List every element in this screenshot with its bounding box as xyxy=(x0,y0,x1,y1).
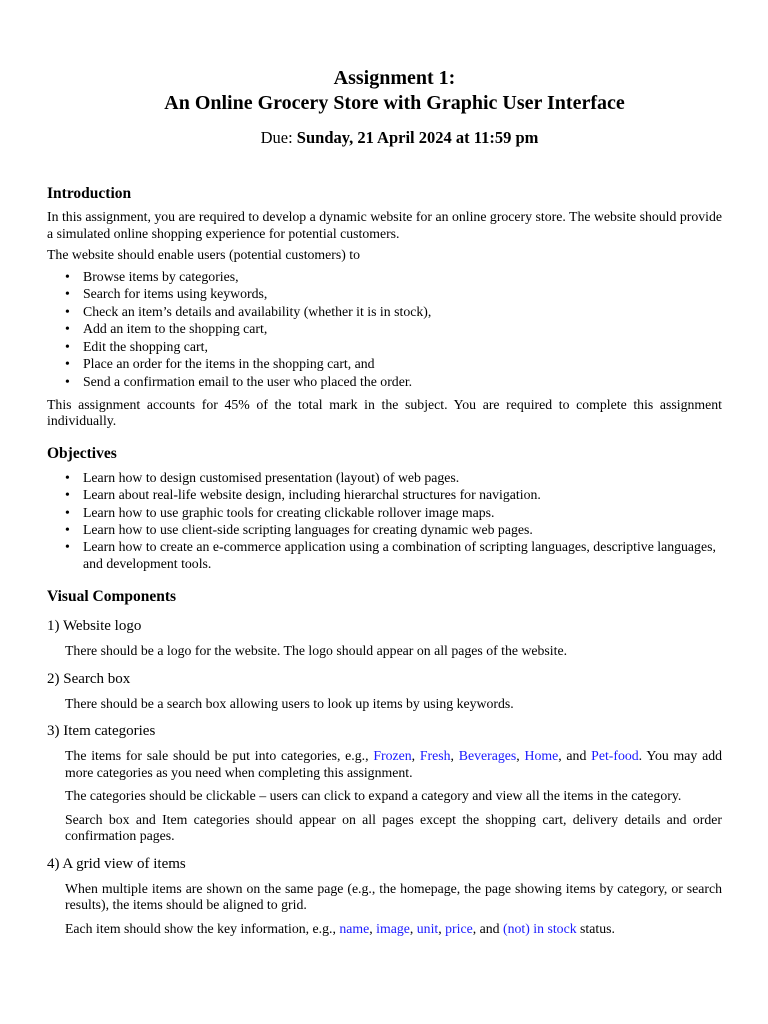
component-1-text: There should be a logo for the website. The logo should appear on all pages of the website. xyxy=(65,643,568,659)
title-line-2: An Online Grocery Store with Graphic User Interface xyxy=(164,92,625,114)
objectives-heading: Objectives xyxy=(47,444,117,462)
introduction-bullet-list xyxy=(47,268,722,391)
separator: , xyxy=(516,748,525,764)
component-2-title: 2) Search box xyxy=(47,670,131,687)
component-2-text: There should be a search box allowing users to look up items by using keywords. xyxy=(65,695,514,711)
separator: , and xyxy=(472,920,504,936)
separator: , xyxy=(450,748,459,764)
component-3-title: 3) Item categories xyxy=(47,723,156,740)
key-info-unit: unit xyxy=(416,920,439,936)
list-item: • Browse items by categories, xyxy=(83,268,722,286)
separator: , xyxy=(411,748,420,764)
category-frozen: Frozen xyxy=(373,748,412,764)
component-3-text-start: The items for sale should be put into categories, e.g., xyxy=(65,748,374,764)
separator: , and xyxy=(558,748,592,764)
key-info-name: name xyxy=(339,920,370,936)
category-beverages: Beverages xyxy=(458,748,517,764)
component-4-paragraph-1: When multiple items are shown on the same page (e.g., the homepage, the page showing items by category, or search results), the items should be aligned to grid. xyxy=(65,880,722,913)
list-item: • Search for items using keywords, xyxy=(83,285,722,303)
list-item: • Learn how to create an e-commerce application using a combination of scripting languages, descriptive languages, and development tools. xyxy=(83,539,722,572)
list-item: • Place an order for the items in the shopping cart, and xyxy=(83,355,722,373)
list-item: • Edit the shopping cart, xyxy=(83,338,722,356)
objectives-bullet-list xyxy=(47,469,722,572)
visual-components-heading: Visual Components xyxy=(47,588,177,606)
key-info-image: image xyxy=(376,920,410,936)
component-4-title: 4) A grid view of items xyxy=(47,855,186,872)
list-item: • Learn how to design customised presentation (layout) of web pages. xyxy=(83,469,722,487)
introduction-paragraph-2: The website should enable users (potential customers) to xyxy=(47,247,361,262)
due-date-line xyxy=(77,128,722,148)
introduction-paragraph-1: In this assignment, you are required to develop a dynamic website for an online grocery store. The website should provide a simulated online shopping experience for potential customers. xyxy=(47,209,722,241)
list-item: • Learn about real-life website design, including hierarchal structures for navigation. xyxy=(83,486,722,504)
category-pet-food: Pet-food xyxy=(591,748,639,764)
category-home: Home xyxy=(524,748,559,764)
due-label: Due: xyxy=(260,128,293,147)
list-item: • Learn how to use client-side scripting languages for creating dynamic web pages. xyxy=(83,521,722,539)
title-line-1: Assignment 1: xyxy=(333,67,456,89)
due-date: Sunday, 21 April 2024 at 11:59 pm xyxy=(296,128,539,147)
document-page xyxy=(47,66,722,937)
component-4-text-start: Each item should show the key information, e.g., xyxy=(65,920,340,936)
component-3-paragraph-3: Search box and Item categories should appear on all pages except the shopping cart, delivery details and order confirmation pages. xyxy=(65,811,722,844)
separator: , xyxy=(409,920,417,936)
separator: , xyxy=(369,920,377,936)
list-item: • Check an item’s details and availability (whether it is in stock), xyxy=(83,303,722,321)
separator: , xyxy=(438,920,446,936)
component-3-paragraph-2: The categories should be clickable – users can click to expand a category and view all the items in the category. xyxy=(65,788,682,804)
key-info-price: price xyxy=(445,920,473,936)
key-info-stock: (not) in stock xyxy=(503,920,577,936)
list-item: • Send a confirmation email to the user who placed the order. xyxy=(83,373,722,391)
component-3-text-end: . You may add more categories as you need when completing this assignment. xyxy=(65,748,722,780)
introduction-heading: Introduction xyxy=(47,185,132,202)
component-4-text-end: status. xyxy=(576,920,615,936)
category-fresh: Fresh xyxy=(419,748,451,764)
document-title xyxy=(67,66,722,116)
component-4-paragraph-2 xyxy=(65,921,722,938)
component-1-title: 1) Website logo xyxy=(47,618,142,635)
list-item: • Add an item to the shopping cart, xyxy=(83,320,722,338)
component-3-paragraph-1 xyxy=(65,748,722,781)
introduction-paragraph-3: This assignment accounts for 45% of the total mark in the subject. You are required to complete this assignment individually. xyxy=(47,396,722,429)
list-item: • Learn how to use graphic tools for creating clickable rollover image maps. xyxy=(83,504,722,522)
